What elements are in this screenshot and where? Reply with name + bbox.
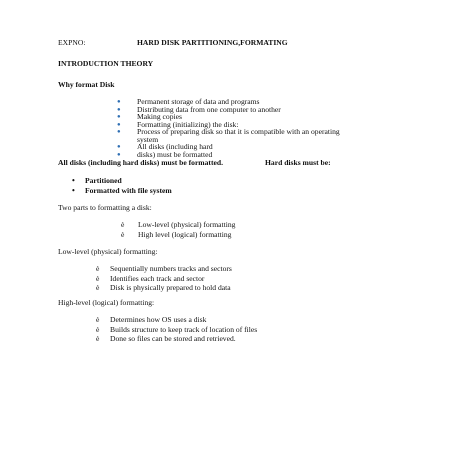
- bullet-icon: è: [96, 334, 100, 343]
- bullet-icon: è: [96, 324, 100, 334]
- bullet-icon: ●: [117, 114, 121, 120]
- bullet-icon: è: [96, 283, 100, 292]
- bullet-icon: ●: [117, 129, 121, 135]
- bullet-icon: •: [72, 176, 75, 185]
- low-level-heading: Low-level (physical) formatting:: [58, 247, 158, 256]
- must-format-statement: All disks (including hard disks) must be formatted.: [58, 158, 223, 167]
- bullet-icon: •: [72, 186, 75, 195]
- bullet-icon: ●: [117, 99, 121, 105]
- bullet-icon: ●: [117, 144, 121, 150]
- exp-no-label: EXPNO:: [58, 38, 86, 47]
- hard-disks-must-be: Hard disks must be:: [265, 158, 331, 167]
- bullet-icon: è: [96, 273, 100, 283]
- bullet-icon: ●: [117, 151, 121, 158]
- bullet-icon: ●: [117, 106, 121, 113]
- bullet-icon: è: [121, 220, 125, 229]
- page-title: HARD DISK PARTITIONING,FORMATING: [137, 38, 288, 47]
- bullet-icon: è: [96, 315, 100, 324]
- bullet-icon: ●: [117, 121, 121, 128]
- bullet-icon: è: [96, 264, 100, 273]
- bullet-icon: è: [121, 229, 125, 239]
- two-parts-intro: Two parts to formatting a disk:: [58, 203, 152, 212]
- section-title: INTRODUCTION THEORY: [58, 59, 154, 68]
- why-format-heading: Why format Disk: [58, 80, 115, 89]
- high-level-heading: High-level (logical) formatting:: [58, 298, 155, 307]
